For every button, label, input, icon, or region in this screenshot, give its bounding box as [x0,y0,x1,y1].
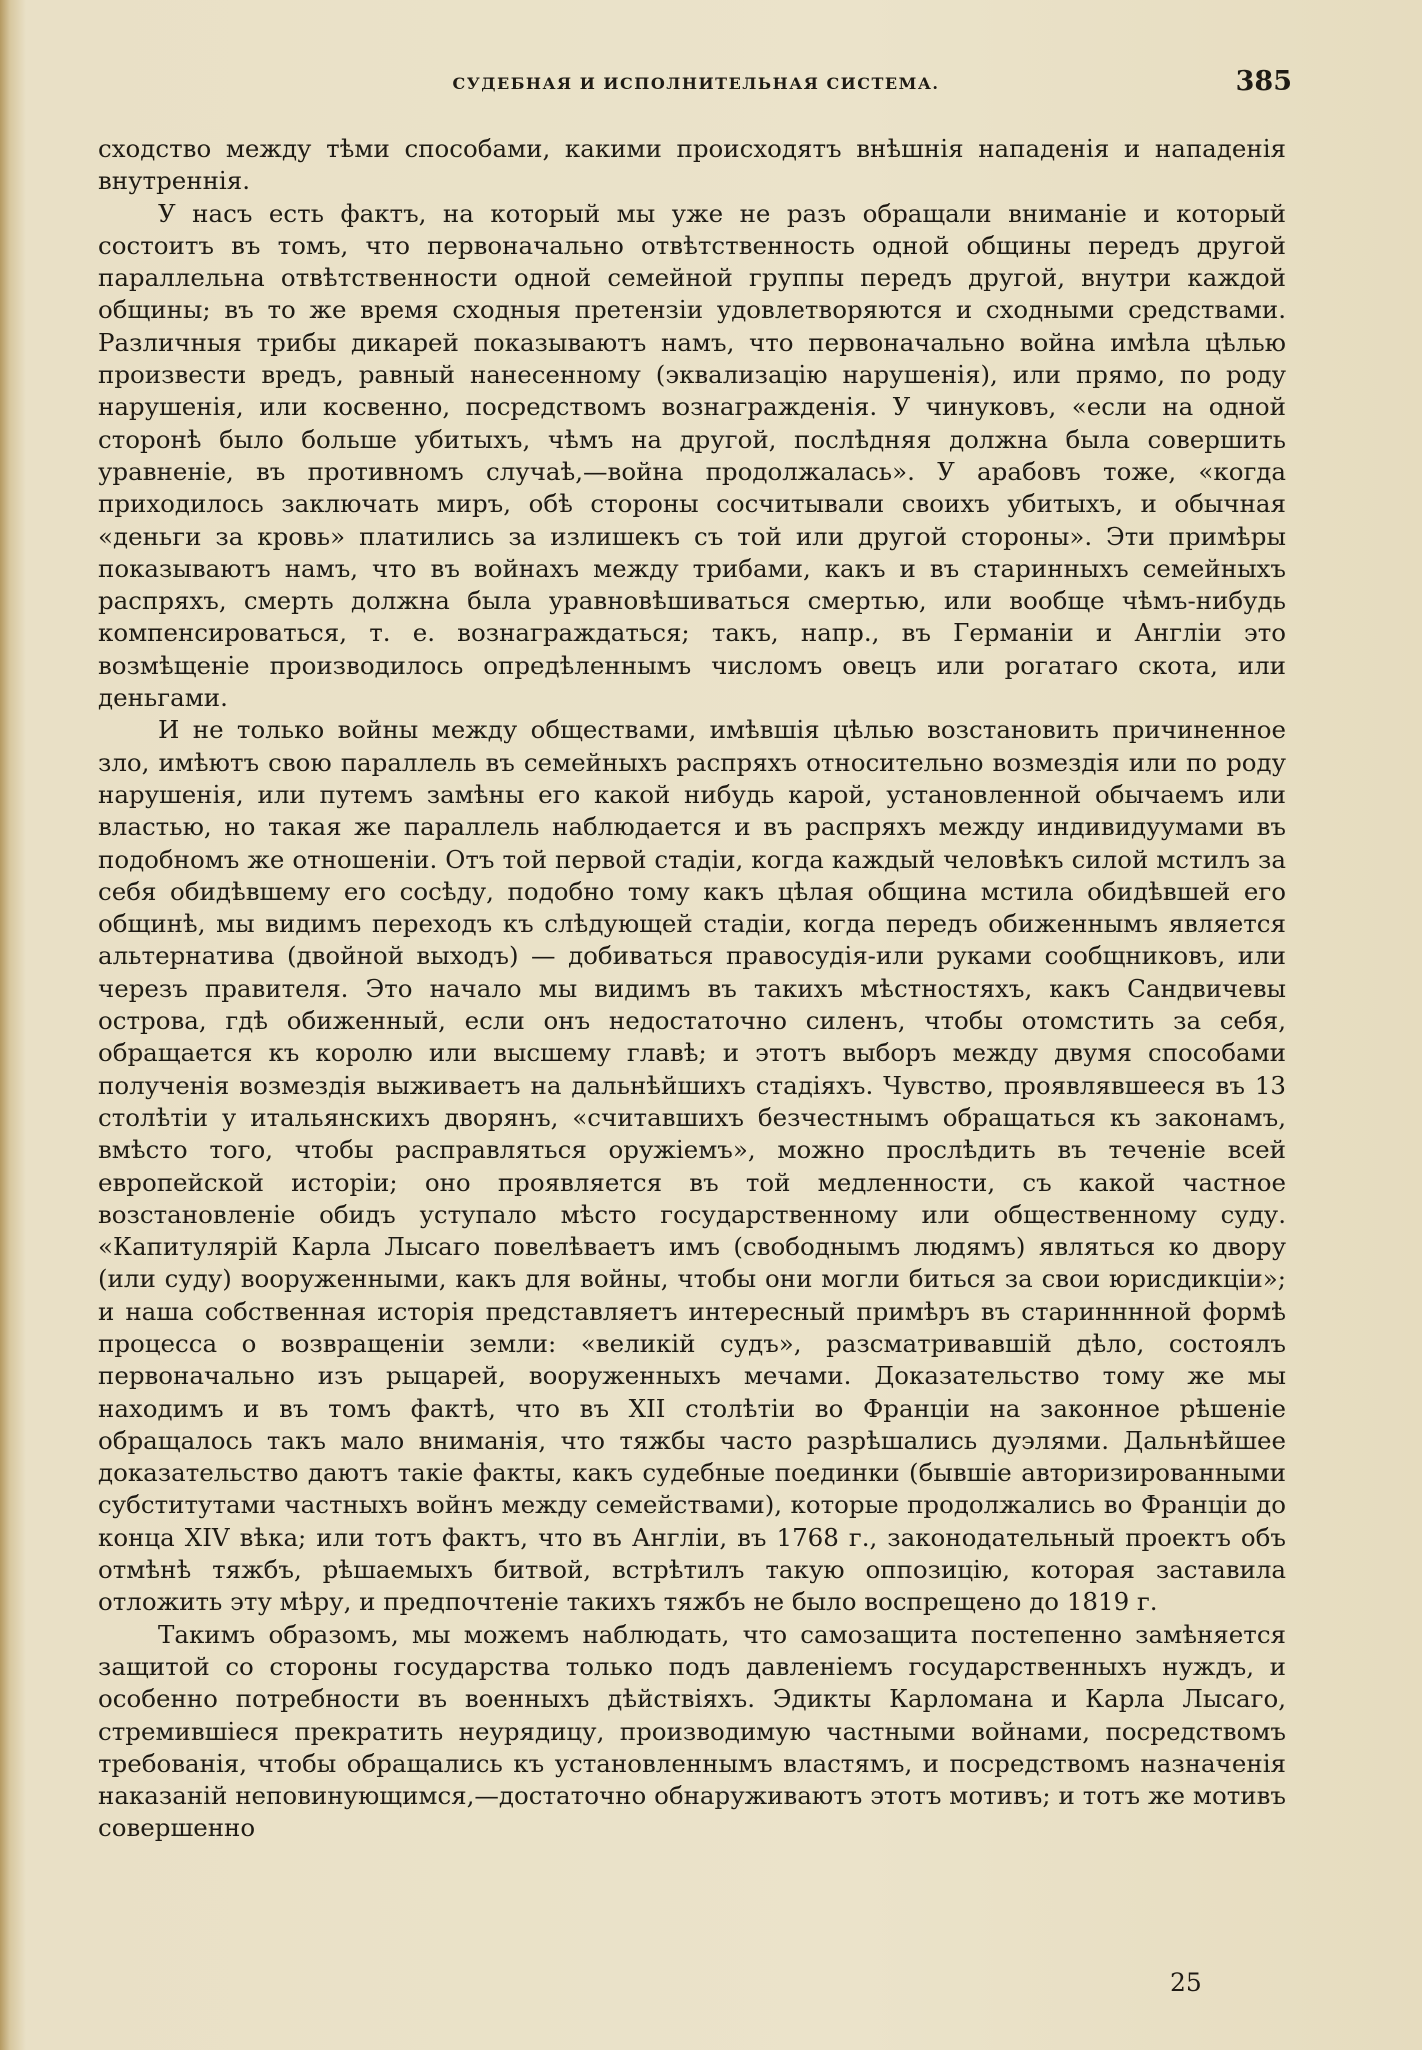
running-head [100,66,1292,96]
paragraph: У насъ есть фактъ, на который мы уже не разъ обращали вниманіе и который состоитъ въ томъ, что первоначально отвѣтственность одной общины передъ другой параллельна отвѣтственности одной семейной группы передъ другой, внутри каждой общины; въ то же время сходныя претензіи удовлетворяются и сходными средствами. Различныя трибы дикарей показываютъ намъ, что первоначально война имѣла цѣлью произвести вредъ, равный нанесенному (эквализацію нарушенія), или прямо, по роду нарушенія, или косвенно, посредствомъ вознагражденія. У чинуковъ, «если на одной сторонѣ было больше убитыхъ, чѣмъ на другой, послѣдняя должна была совершить уравненіе, въ противномъ случаѣ,—война продолжалась». У арабовъ тоже, «когда приходилось заключать миръ, обѣ стороны сосчитывали своихъ убитыхъ, и обычная «деньги за кровь» платились за излишекъ съ той или другой стороны». Эти примѣры показываютъ намъ, что въ войнахъ между трибами, какъ и въ старинныхъ семейныхъ распряхъ, смерть должна была уравновѣшиваться смертью, или вообще чѣмъ-нибудь компенсироваться, т. е. вознаграждаться; такъ, напр., въ Германіи и Англіи это возмѣщеніе производилось опредѣленнымъ числомъ овецъ или рогатаго скота, или деньгами. [98,198,1286,713]
printer-signature: 25 [1170,1968,1202,1997]
text-body [98,133,1286,1845]
paragraph: Такимъ образомъ, мы можемъ наблюдать, что самозащита постепенно замѣняется защитой со стороны государства только подъ давленіемъ государственныхъ нуждъ, и особенно потребности въ военныхъ дѣйствіяхъ. Эдикты Карломана и Карла Лысаго, стремившіеся прекратить неурядицу, производимую частными войнами, посредствомъ требованія, чтобы обращались къ установленнымъ властямъ, и посредствомъ назначенія наказаній неповинующимся,—достаточно обнаруживаютъ этотъ мотивъ; и тотъ же мотивъ совершенно [98,1619,1286,1843]
page-number: 385 [1235,66,1292,97]
running-title: СУДЕБНАЯ И ИСПОЛНИТЕЛЬНАЯ СИСТЕМА. [452,74,940,93]
paragraph-continuation: сходство между тѣми способами, какими происходятъ внѣшнія нападенія и нападенія внутреннія. [98,134,1286,196]
paragraph: И не только войны между обществами, имѣвшія цѣлью возстановить причиненное зло, имѣютъ свою параллель въ семейныхъ распряхъ относительно возмездія или по роду нарушенія, или путемъ замѣны его какой нибудь карой, установленной обычаемъ или властью, но такая же параллель наблюдается и въ распряхъ между индивидуумами въ подобномъ же отношеніи. Отъ той первой стадіи, когда каждый человѣкъ силой мстилъ за себя обидѣвшему его сосѣду, подобно тому какъ цѣлая община мстила обидѣвшей его общинѣ, мы видимъ переходъ къ слѣдующей стадіи, когда передъ обиженнымъ является альтернатива (двойной выходъ) — добиваться правосудія-или руками сообщниковъ, или черезъ правителя. Это начало мы видимъ въ такихъ мѣстностяхъ, какъ Сандвичевы острова, гдѣ обиженный, если онъ недостаточно силенъ, чтобы отомстить за себя, обращается къ королю или высшему главѣ; и этотъ выборъ между двумя способами полученія возмездія выживаетъ на дальнѣйшихъ стадіяхъ. Чувство, проявлявшееся въ 13 столѣтіи у итальянскихъ дворянъ, «считавшихъ безчестнымъ обращаться къ законамъ, вмѣсто того, чтобы расправляться оружіемъ», можно прослѣдить въ теченіе всей европейской исторіи; оно проявляется въ той медленности, съ какой частное возстановленіе обидъ уступало мѣсто государственному или общественному суду. «Капитулярій Карла Лысаго повелѣваетъ имъ (свободнымъ людямъ) являться ко двору (или суду) вооруженными, какъ для войны, чтобы они могли биться за свои юрисдикціи»; и наша собственная исторія представляетъ интересный примѣръ въ старинннной формѣ процесса о возвращеніи земли: «великій судъ», разсматривавшій дѣло, состоялъ первоначально изъ рыцарей, вооруженныхъ мечами. Доказательство тому же мы находимъ и въ томъ фактѣ, что въ XII столѣтіи во Франціи на законное рѣшеніе обращалось такъ мало вниманія, что тяжбы часто разрѣшались дуэлями. Дальнѣйшее доказательство даютъ такіе факты, какъ судебные поединки (бывшіе авторизированными субститутами частныхъ войнъ между семействами), которые продолжались во Франціи до конца XIV вѣка; или тотъ фактъ, что въ Англіи, въ 1768 г., законодательный проектъ объ отмѣнѣ тяжбъ, рѣшаемыхъ битвой, встрѣтилъ такую оппозицію, которая заставила отложить эту мѣру, и предпочтеніе такихъ тяжбъ не было воспрещено до 1819 г. [98,715,1286,1617]
